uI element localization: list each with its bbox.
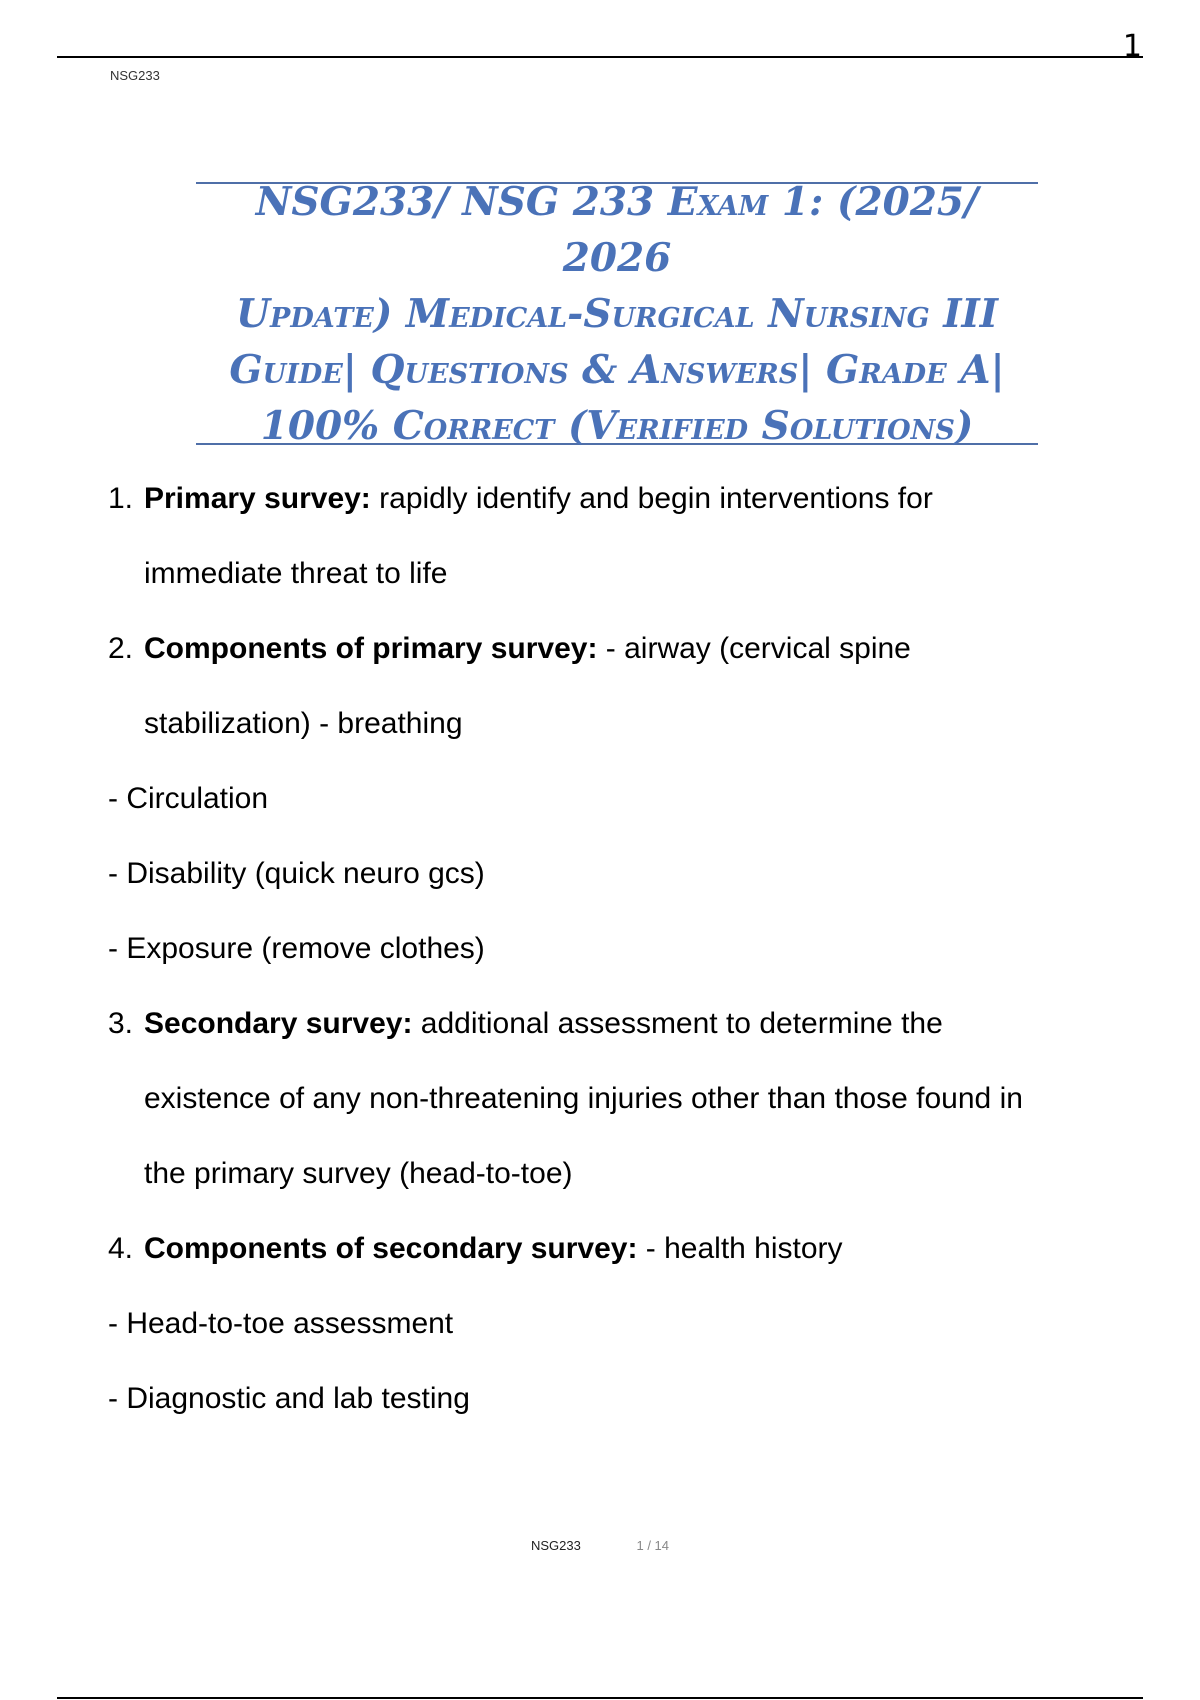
- item-definition-continued: stabilization) - breathing: [144, 707, 463, 740]
- qa-item-2: [108, 630, 1108, 780]
- item-definition: additional assessment to determine the: [412, 1007, 943, 1040]
- item-definition: rapidly identify and begin interventions for: [370, 482, 933, 515]
- page-footer: [0, 1538, 1200, 1553]
- header-rule: [57, 56, 1143, 58]
- qa-list: [108, 480, 1108, 1455]
- item-definition-continued: existence of any non-threatening injuries other than those found in: [144, 1082, 1023, 1115]
- title-line-2: Update) Medical-Surgical Nursing III: [236, 290, 998, 337]
- title-line-4: 100% Correct (Verified Solutions): [260, 402, 974, 449]
- footer-rule: [57, 1697, 1143, 1699]
- item-definition-continued: the primary survey (head-to-toe): [144, 1157, 573, 1190]
- item-number: 4.: [108, 1232, 134, 1265]
- qa-item-3: [108, 1005, 1108, 1230]
- item-term: Primary survey:: [144, 482, 371, 515]
- item-number: 2.: [108, 632, 134, 665]
- sub-line-diagnostic: - Diagnostic and lab testing: [108, 1382, 470, 1415]
- header-course-code: NSG233: [110, 68, 160, 83]
- page-number: 1: [1122, 29, 1142, 64]
- sub-line-disability: - Disability (quick neuro gcs): [108, 857, 485, 890]
- sub-line-circulation: - Circulation: [108, 782, 269, 815]
- qa-item-4: [108, 1230, 1108, 1305]
- document-title-block: [196, 178, 1038, 449]
- footer-page-count: 1 / 14: [636, 1538, 670, 1553]
- qa-item-1: [108, 480, 1108, 630]
- item-definition: - health history: [637, 1232, 843, 1265]
- title-line-1: NSG233/ NSG 233 Exam 1: (2025/ 2026: [255, 178, 979, 281]
- item-number: 1.: [108, 482, 134, 515]
- sub-line-head-to-toe: - Head-to-toe assessment: [108, 1307, 454, 1340]
- item-term: Secondary survey:: [144, 1007, 413, 1040]
- item-number: 3.: [108, 1007, 134, 1040]
- item-term: Components of secondary survey:: [144, 1232, 638, 1265]
- sub-line-exposure: - Exposure (remove clothes): [108, 932, 485, 965]
- item-term: Components of primary survey:: [144, 632, 598, 665]
- item-definition: - airway (cervical spine: [597, 632, 911, 665]
- footer-course-code: NSG233: [530, 1538, 581, 1553]
- document-title: [196, 174, 1038, 454]
- item-definition-continued: immediate threat to life: [144, 557, 448, 590]
- title-line-3: Guide| Questions & Answers| Grade A|: [229, 346, 1005, 393]
